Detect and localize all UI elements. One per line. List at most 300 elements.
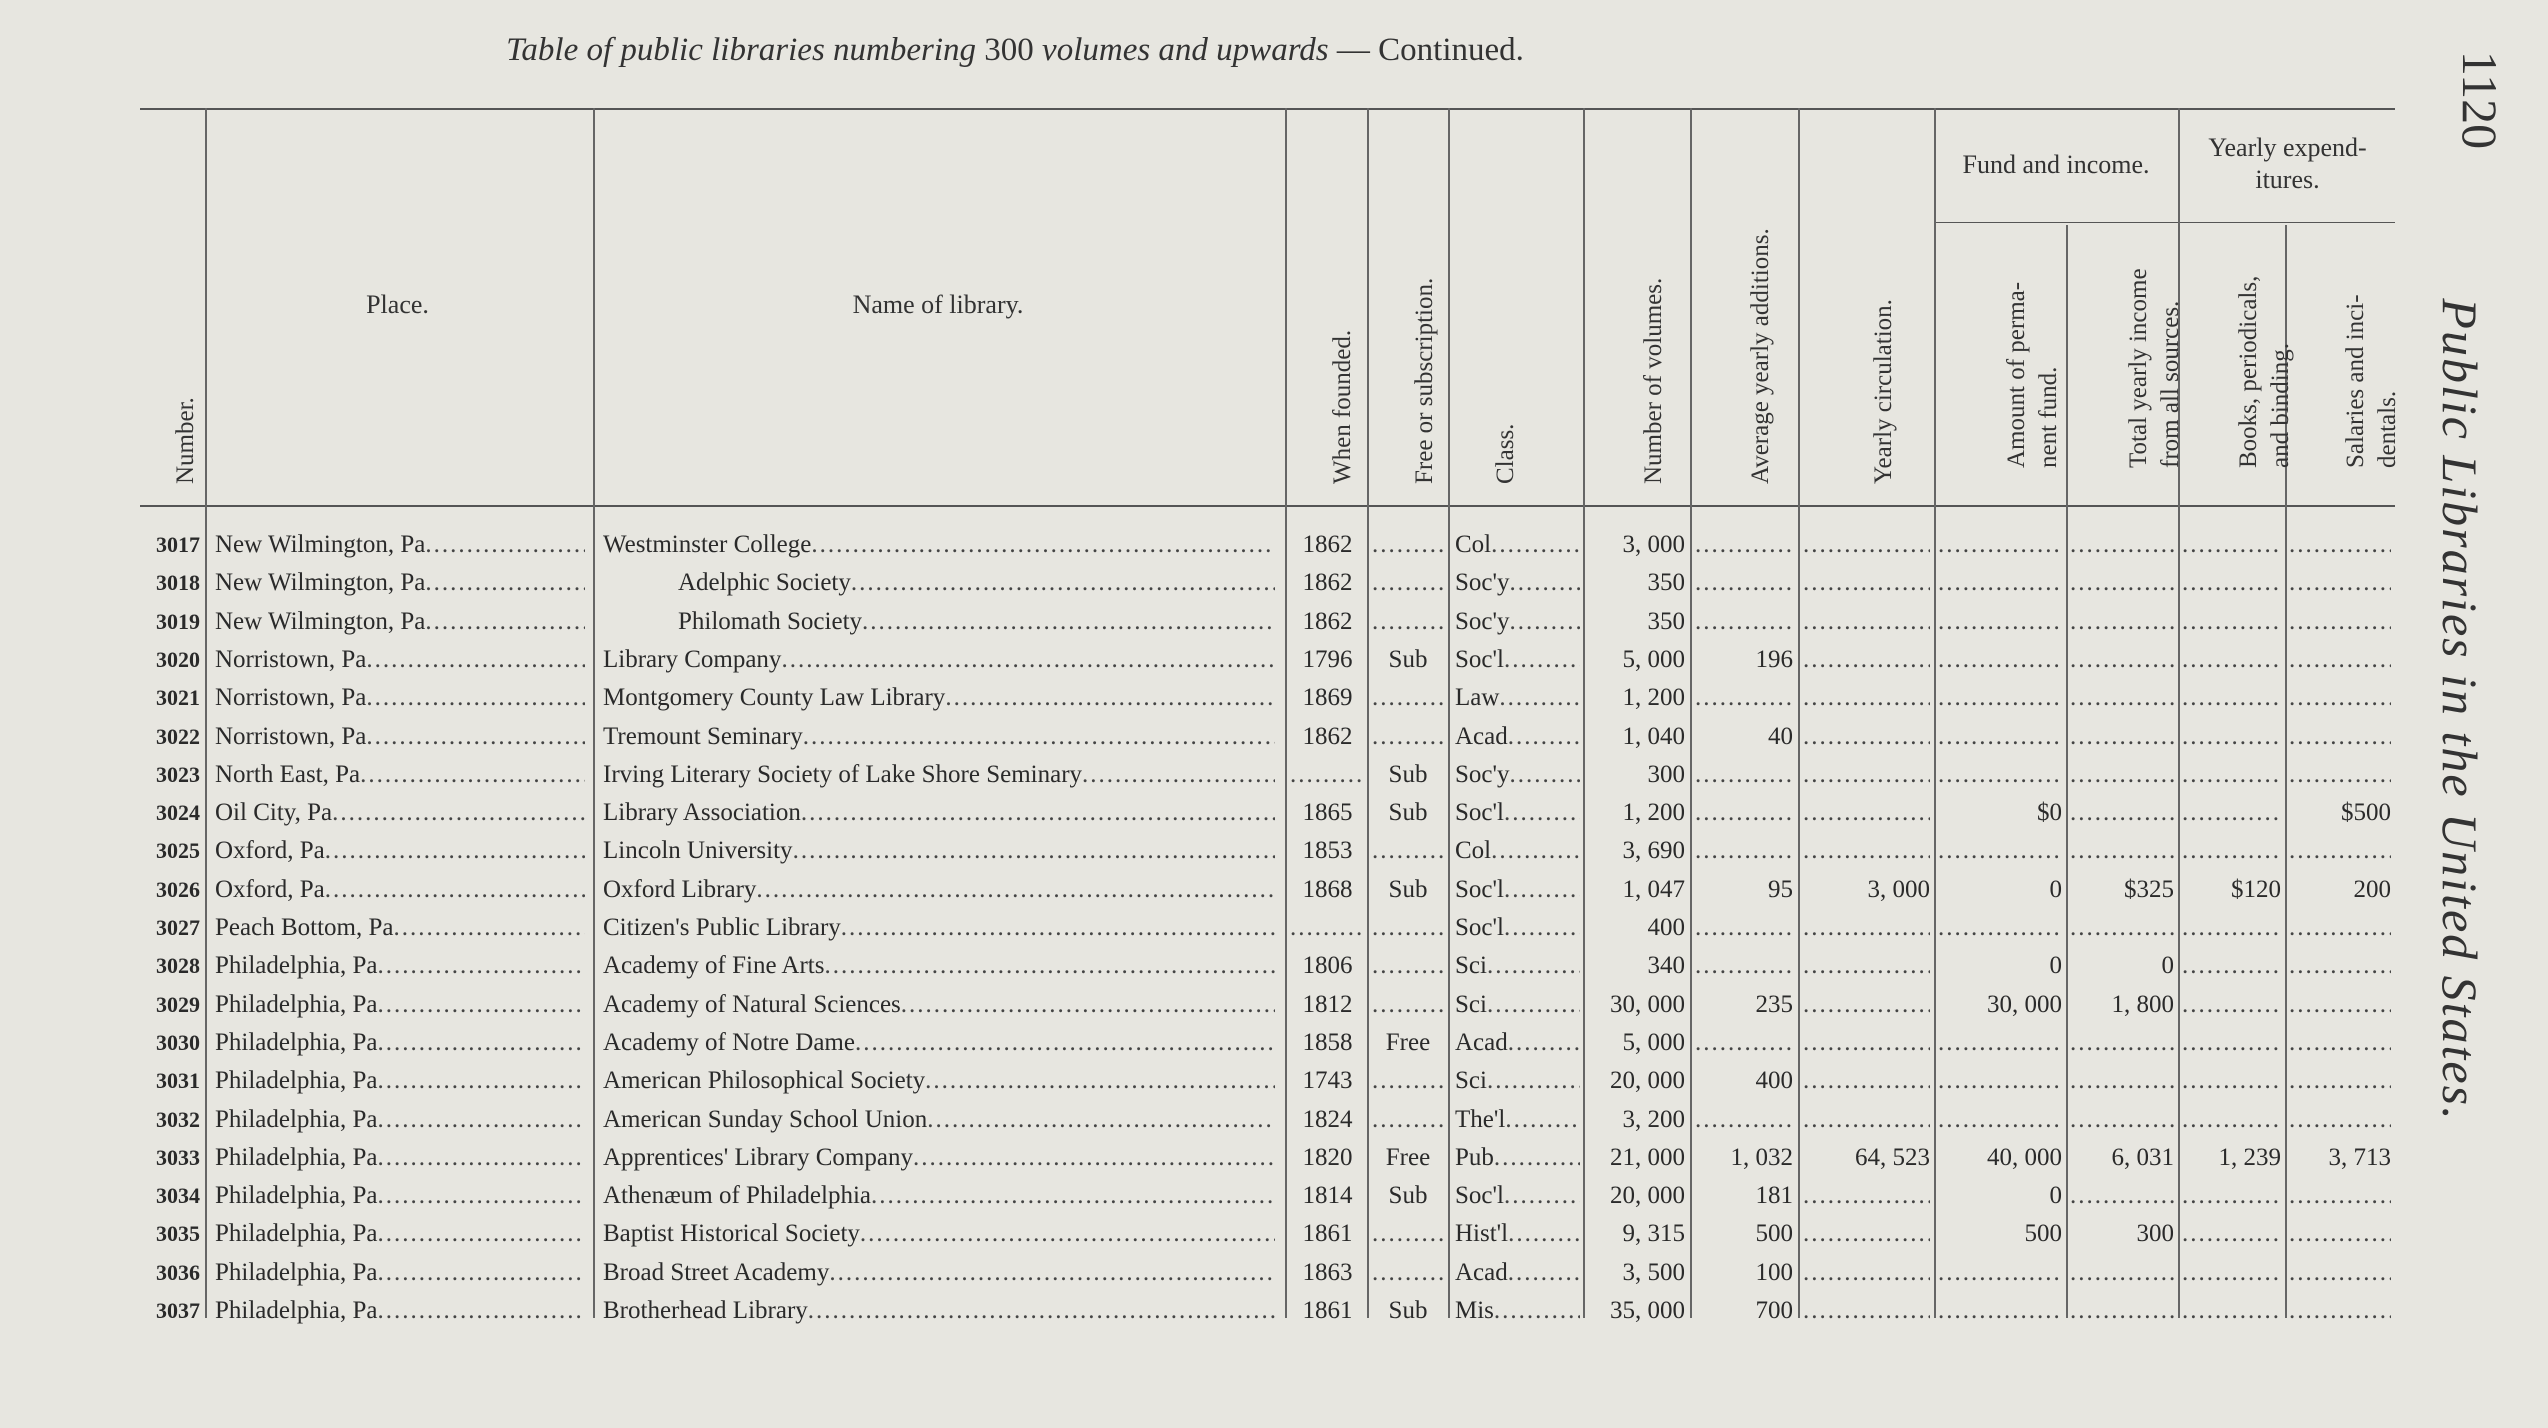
cell-volumes: 1, 040 <box>1622 722 1685 750</box>
cell-number: 3029 <box>156 991 200 1017</box>
cell-number: 3031 <box>156 1068 200 1094</box>
cell-volumes: 5, 000 <box>1622 1028 1685 1056</box>
cell-place: Norristown, Pa ..... <box>215 641 585 679</box>
cell-name: Academy of Natural Sciences ..... <box>603 986 1275 1024</box>
cell-books <box>2182 947 2281 985</box>
cell-free <box>1372 526 1444 564</box>
cell-circulation <box>1803 641 1930 679</box>
cell-number: 3025 <box>156 838 200 864</box>
cell-income <box>2070 679 2174 717</box>
header-free-sub: Free or subscription. <box>1411 277 1438 484</box>
cell-circulation <box>1803 756 1930 794</box>
table-row <box>0 1139 2548 1177</box>
cell-income <box>2070 909 2174 947</box>
cell-books <box>2182 1101 2281 1139</box>
cell-volumes: 350 <box>1647 569 1685 597</box>
cell-free <box>1372 986 1444 1024</box>
cell-number: 3026 <box>156 876 200 902</box>
cell-name: American Philosophical Society ..... <box>603 1062 1275 1100</box>
cell-additions <box>1695 794 1793 832</box>
cell-income <box>2070 526 2174 564</box>
table-row <box>0 1254 2548 1292</box>
cell-founded: 1863 <box>1302 1258 1353 1286</box>
cell-salaries <box>2289 564 2391 602</box>
header-additions: Average yearly additions. <box>1746 228 1774 484</box>
cell-additions <box>1695 947 1793 985</box>
cell-salaries <box>2289 1024 2391 1062</box>
table-row <box>0 526 2548 564</box>
cell-salaries <box>2289 832 2391 870</box>
cell-books: $120 <box>2231 875 2281 903</box>
cell-fund <box>1938 603 2062 641</box>
cell-number: 3028 <box>156 953 200 979</box>
cell-founded: 1869 <box>1302 684 1353 712</box>
cell-salaries <box>2289 1101 2391 1139</box>
cell-free <box>1372 564 1444 602</box>
cell-place: North East, Pa ..... <box>215 756 585 794</box>
cell-name: Westminster College ..... <box>603 526 1275 564</box>
cell-income: 300 <box>2136 1220 2174 1248</box>
cell-books <box>2182 1254 2281 1292</box>
cell-number: 3018 <box>156 570 200 596</box>
cell-fund <box>1938 641 2062 679</box>
cell-books <box>2182 1215 2281 1253</box>
cell-founded: 1796 <box>1302 645 1353 673</box>
cell-income <box>2070 1292 2174 1330</box>
cell-place: Norristown, Pa ..... <box>215 718 585 756</box>
cell-additions: 196 <box>1755 645 1793 673</box>
cell-name: Oxford Library ..... <box>603 871 1275 909</box>
cell-place: Oil City, Pa ..... <box>215 794 585 832</box>
cell-volumes: 3, 690 <box>1622 837 1685 865</box>
cell-additions: 1, 032 <box>1730 1143 1793 1171</box>
cell-volumes: 5, 000 <box>1622 645 1685 673</box>
cell-additions <box>1695 679 1793 717</box>
cell-salaries <box>2289 909 2391 947</box>
cell-place: Philadelphia, Pa ..... <box>215 1292 585 1330</box>
cell-founded: 1862 <box>1302 569 1353 597</box>
cell-salaries <box>2289 526 2391 564</box>
cell-circulation <box>1803 832 1930 870</box>
cell-number: 3020 <box>156 646 200 672</box>
page-number: 1120 <box>2452 50 2508 150</box>
cell-founded: 1861 <box>1302 1297 1353 1324</box>
cell-class: Soc'y ..... <box>1455 603 1580 641</box>
cell-free: Sub <box>1388 799 1428 827</box>
cell-books <box>2182 603 2281 641</box>
cell-name: Adelphic Society ..... <box>603 564 1275 602</box>
cell-founded: 1865 <box>1302 799 1353 827</box>
cell-salaries: $500 <box>2341 799 2391 827</box>
table-row <box>0 794 2548 832</box>
fund-group-rule <box>1935 222 2395 223</box>
cell-fund <box>1938 756 2062 794</box>
cell-class: The'l ..... <box>1455 1101 1580 1139</box>
cell-circulation <box>1803 564 1930 602</box>
cell-circulation <box>1803 1292 1930 1330</box>
cell-circulation <box>1803 1177 1930 1215</box>
cell-income <box>2070 1062 2174 1100</box>
cell-place: Philadelphia, Pa ..... <box>215 1139 585 1177</box>
cell-founded: 1868 <box>1302 875 1353 903</box>
cell-additions: 100 <box>1755 1258 1793 1286</box>
cell-circulation <box>1803 1215 1930 1253</box>
cell-fund <box>1938 1062 2062 1100</box>
cell-founded: 1814 <box>1302 1182 1353 1210</box>
cell-free <box>1372 679 1444 717</box>
cell-books <box>2182 641 2281 679</box>
cell-books <box>2182 1062 2281 1100</box>
cell-fund: $0 <box>2037 799 2062 827</box>
header-perm-fund: Amount of perma- nent fund. <box>2003 281 2062 468</box>
cell-income <box>2070 603 2174 641</box>
cell-books <box>2182 909 2281 947</box>
cell-income: 6, 031 <box>2111 1143 2174 1171</box>
cell-class: Sci ..... <box>1455 1062 1580 1100</box>
cell-additions: 235 <box>1755 990 1793 1018</box>
cell-number: 3037 <box>156 1298 200 1323</box>
cell-volumes: 350 <box>1647 607 1685 635</box>
cell-additions: 500 <box>1755 1220 1793 1248</box>
cell-class: Acad ..... <box>1455 1024 1580 1062</box>
cell-fund <box>1938 909 2062 947</box>
cell-fund <box>1938 1024 2062 1062</box>
cell-fund: 30, 000 <box>1987 990 2062 1018</box>
cell-books <box>2182 1177 2281 1215</box>
cell-place: New Wilmington, Pa ..... <box>215 526 585 564</box>
cell-name: Lincoln University ..... <box>603 832 1275 870</box>
cell-free: Sub <box>1388 1297 1428 1324</box>
cell-free: Sub <box>1388 1182 1428 1210</box>
table-row <box>0 909 2548 947</box>
cell-number: 3032 <box>156 1106 200 1132</box>
cell-free <box>1372 1101 1444 1139</box>
cell-income <box>2070 832 2174 870</box>
cell-class: Mis ..... <box>1455 1292 1580 1330</box>
header-bottom-rule <box>140 505 2395 507</box>
cell-founded: 1862 <box>1302 531 1353 558</box>
cell-fund <box>1938 1254 2062 1292</box>
cell-additions: 40 <box>1768 722 1793 750</box>
cell-name: Library Association ..... <box>603 794 1275 832</box>
cell-additions <box>1695 564 1793 602</box>
cell-volumes: 9, 315 <box>1622 1220 1685 1248</box>
cell-income <box>2070 1024 2174 1062</box>
cell-salaries <box>2289 947 2391 985</box>
cell-founded <box>1290 756 1365 794</box>
cell-income <box>2070 1177 2174 1215</box>
cell-salaries <box>2289 718 2391 756</box>
cell-name: Library Company ..... <box>603 641 1275 679</box>
cell-class: Soc'l ..... <box>1455 1177 1580 1215</box>
cell-additions <box>1695 526 1793 564</box>
cell-founded: 1853 <box>1302 837 1353 865</box>
cell-class: Hist'l ..... <box>1455 1215 1580 1253</box>
cell-place: Philadelphia, Pa ..... <box>215 1024 585 1062</box>
table-row <box>0 1101 2548 1139</box>
cell-number: 3017 <box>156 532 200 557</box>
cell-circulation: 3, 000 <box>1867 875 1930 903</box>
cell-salaries <box>2289 986 2391 1024</box>
cell-fund <box>1938 718 2062 756</box>
cell-volumes: 1, 200 <box>1622 799 1685 827</box>
header-number: Number. <box>172 397 199 484</box>
cell-circulation <box>1803 947 1930 985</box>
header-name: Name of library. <box>852 290 1024 319</box>
cell-founded: 1861 <box>1302 1220 1353 1248</box>
cell-number: 3022 <box>156 723 200 749</box>
cell-additions <box>1695 1101 1793 1139</box>
cell-volumes: 3, 200 <box>1622 1105 1685 1133</box>
table-row <box>0 1024 2548 1062</box>
cell-fund <box>1938 526 2062 564</box>
cell-books <box>2182 564 2281 602</box>
cell-volumes: 20, 000 <box>1610 1067 1685 1095</box>
table-row <box>0 947 2548 985</box>
cell-place: Philadelphia, Pa ..... <box>215 947 585 985</box>
cell-class: Soc'y ..... <box>1455 564 1580 602</box>
cell-salaries <box>2289 603 2391 641</box>
cell-income <box>2070 564 2174 602</box>
cell-number: 3027 <box>156 915 200 940</box>
cell-salaries <box>2289 1062 2391 1100</box>
cell-class: Soc'l ..... <box>1455 641 1580 679</box>
cell-volumes: 340 <box>1647 952 1685 980</box>
cell-circulation <box>1803 794 1930 832</box>
cell-circulation: 64, 523 <box>1855 1143 1930 1171</box>
cell-class: Soc'l ..... <box>1455 909 1580 947</box>
header-exp-group: Yearly expend- itures. <box>2208 133 2367 194</box>
cell-income <box>2070 1101 2174 1139</box>
cell-number: 3023 <box>156 761 200 787</box>
cell-name: Apprentices' Library Company ..... <box>603 1139 1275 1177</box>
cell-founded: 1743 <box>1302 1067 1353 1095</box>
cell-income: 0 <box>2161 952 2174 980</box>
cell-fund: 0 <box>2049 952 2062 980</box>
cell-fund <box>1938 1292 2062 1330</box>
cell-circulation <box>1803 526 1930 564</box>
cell-place: New Wilmington, Pa ..... <box>215 564 585 602</box>
header-salaries: Salaries and inci- dentals. <box>2341 294 2401 468</box>
cell-class: Col ..... <box>1455 526 1580 564</box>
cell-volumes: 3, 500 <box>1622 1258 1685 1286</box>
cell-salaries <box>2289 1292 2391 1330</box>
cell-volumes: 1, 047 <box>1622 875 1685 903</box>
header-fund-group: Fund and income. <box>1962 150 2150 179</box>
cell-free: Free <box>1385 1028 1431 1056</box>
cell-volumes: 400 <box>1647 914 1685 941</box>
cell-place: Philadelphia, Pa ..... <box>215 1062 585 1100</box>
cell-free <box>1372 947 1444 985</box>
table-row <box>0 832 2548 870</box>
cell-salaries: 3, 713 <box>2328 1143 2391 1171</box>
cell-additions <box>1695 603 1793 641</box>
table-row <box>0 756 2548 794</box>
cell-fund <box>1938 679 2062 717</box>
cell-circulation <box>1803 909 1930 947</box>
cell-salaries <box>2289 1254 2391 1292</box>
cell-class: Soc'y ..... <box>1455 756 1580 794</box>
cell-number: 3033 <box>156 1144 200 1170</box>
header-when-founded: When founded. <box>1329 329 1356 484</box>
cell-founded: 1862 <box>1302 722 1353 750</box>
table-row <box>0 1177 2548 1215</box>
cell-class: Sci ..... <box>1455 986 1580 1024</box>
cell-income <box>2070 641 2174 679</box>
cell-additions: 181 <box>1755 1182 1793 1210</box>
cell-class: Col ..... <box>1455 832 1580 870</box>
header-top-rule <box>140 108 2395 110</box>
cell-number: 3021 <box>156 685 200 711</box>
cell-number: 3019 <box>156 608 200 634</box>
cell-free: Sub <box>1388 760 1428 788</box>
cell-number: 3035 <box>156 1221 200 1247</box>
cell-volumes: 300 <box>1647 760 1685 788</box>
cell-circulation <box>1803 1024 1930 1062</box>
header-books: Books, periodicals, and binding. <box>2234 275 2294 468</box>
cell-class: Soc'l ..... <box>1455 794 1580 832</box>
cell-founded: 1820 <box>1302 1143 1353 1171</box>
cell-fund: 500 <box>2024 1220 2062 1248</box>
cell-fund: 40, 000 <box>1987 1143 2062 1171</box>
table-row <box>0 679 2548 717</box>
cell-name: Montgomery County Law Library ..... <box>603 679 1275 717</box>
cell-place: New Wilmington, Pa ..... <box>215 603 585 641</box>
cell-name: Brotherhead Library ..... <box>603 1292 1275 1330</box>
cell-name: Broad Street Academy ..... <box>603 1254 1275 1292</box>
cell-name: Academy of Fine Arts ..... <box>603 947 1275 985</box>
cell-volumes: 1, 200 <box>1622 684 1685 712</box>
cell-volumes: 30, 000 <box>1610 990 1685 1018</box>
cell-income: $325 <box>2124 875 2174 903</box>
cell-fund: 0 <box>2049 875 2062 903</box>
cell-circulation <box>1803 718 1930 756</box>
header-class: Class. <box>1492 423 1519 484</box>
cell-class: Pub ..... <box>1455 1139 1580 1177</box>
cell-additions <box>1695 1024 1793 1062</box>
cell-free <box>1372 1062 1444 1100</box>
cell-class: Acad ..... <box>1455 1254 1580 1292</box>
cell-name: Athenæum of Philadelphia ..... <box>603 1177 1275 1215</box>
cell-place: Philadelphia, Pa ..... <box>215 986 585 1024</box>
table-row <box>0 564 2548 602</box>
cell-volumes: 20, 000 <box>1610 1182 1685 1210</box>
table-row <box>0 986 2548 1024</box>
cell-salaries <box>2289 1215 2391 1253</box>
cell-number: 3034 <box>156 1183 200 1209</box>
cell-number: 3030 <box>156 1029 200 1055</box>
cell-free <box>1372 909 1444 947</box>
cell-salaries <box>2289 1177 2391 1215</box>
cell-volumes: 3, 000 <box>1622 531 1685 558</box>
cell-circulation <box>1803 1254 1930 1292</box>
header-volumes: Number of volumes. <box>1639 277 1667 484</box>
cell-books <box>2182 718 2281 756</box>
cell-name: American Sunday School Union ..... <box>603 1101 1275 1139</box>
cell-income <box>2070 1254 2174 1292</box>
table-title: Table of public libraries numbering 300 volumes and upwards — Continued. <box>506 32 1524 68</box>
table-row <box>0 1215 2548 1253</box>
cell-additions <box>1695 832 1793 870</box>
cell-number: 3036 <box>156 1259 200 1285</box>
cell-number: 3024 <box>156 800 200 826</box>
table-row <box>0 871 2548 909</box>
cell-class: Law ..... <box>1455 679 1580 717</box>
cell-place: Philadelphia, Pa ..... <box>215 1254 585 1292</box>
cell-free: Sub <box>1388 645 1428 673</box>
cell-place: Philadelphia, Pa ..... <box>215 1215 585 1253</box>
cell-salaries <box>2289 641 2391 679</box>
cell-books <box>2182 1024 2281 1062</box>
cell-founded: 1862 <box>1302 607 1353 635</box>
cell-place: Philadelphia, Pa ..... <box>215 1101 585 1139</box>
cell-books <box>2182 794 2281 832</box>
cell-place: Peach Bottom, Pa ..... <box>215 909 585 947</box>
table-row <box>0 603 2548 641</box>
cell-founded: 1812 <box>1302 990 1353 1018</box>
cell-additions <box>1695 756 1793 794</box>
cell-salaries <box>2289 679 2391 717</box>
cell-additions <box>1695 909 1793 947</box>
cell-circulation <box>1803 603 1930 641</box>
cell-name: Tremount Seminary ..... <box>603 718 1275 756</box>
cell-books <box>2182 832 2281 870</box>
header-circulation: Yearly circulation. <box>1869 299 1897 484</box>
cell-place: Oxford, Pa ..... <box>215 832 585 870</box>
cell-place: Oxford, Pa ..... <box>215 871 585 909</box>
cell-circulation <box>1803 1062 1930 1100</box>
cell-fund: 0 <box>2049 1182 2062 1210</box>
cell-salaries: 200 <box>2353 875 2391 903</box>
cell-founded: 1824 <box>1302 1105 1353 1133</box>
cell-class: Acad ..... <box>1455 718 1580 756</box>
cell-books <box>2182 986 2281 1024</box>
cell-founded: 1806 <box>1302 952 1353 980</box>
header-place: Place. <box>366 290 429 319</box>
cell-free <box>1372 1215 1444 1253</box>
cell-circulation <box>1803 1101 1930 1139</box>
cell-name: Academy of Notre Dame ..... <box>603 1024 1275 1062</box>
table-row <box>0 641 2548 679</box>
cell-free: Sub <box>1388 875 1428 903</box>
cell-founded <box>1290 909 1365 947</box>
cell-name: Irving Literary Society of Lake Shore Seminary ..... <box>603 756 1275 794</box>
cell-books <box>2182 526 2281 564</box>
cell-name: Baptist Historical Society ..... <box>603 1215 1275 1253</box>
cell-books <box>2182 679 2281 717</box>
cell-free: Free <box>1385 1143 1431 1171</box>
cell-books <box>2182 1292 2281 1330</box>
cell-books: 1, 239 <box>2218 1143 2281 1171</box>
cell-place: Norristown, Pa ..... <box>215 679 585 717</box>
cell-fund <box>1938 564 2062 602</box>
cell-free <box>1372 1254 1444 1292</box>
cell-free <box>1372 603 1444 641</box>
cell-name: Philomath Society ..... <box>603 603 1275 641</box>
cell-volumes: 21, 000 <box>1610 1143 1685 1171</box>
cell-income <box>2070 756 2174 794</box>
running-head: Public Libraries in the United States. <box>2432 298 2488 1122</box>
cell-additions: 95 <box>1768 875 1793 903</box>
table-row <box>0 718 2548 756</box>
cell-income <box>2070 718 2174 756</box>
cell-class: Soc'l ..... <box>1455 871 1580 909</box>
cell-additions: 700 <box>1755 1297 1793 1324</box>
header-income: Total yearly income from all sources. <box>2125 268 2184 468</box>
cell-free <box>1372 718 1444 756</box>
cell-place: Philadelphia, Pa ..... <box>215 1177 585 1215</box>
cell-income <box>2070 794 2174 832</box>
